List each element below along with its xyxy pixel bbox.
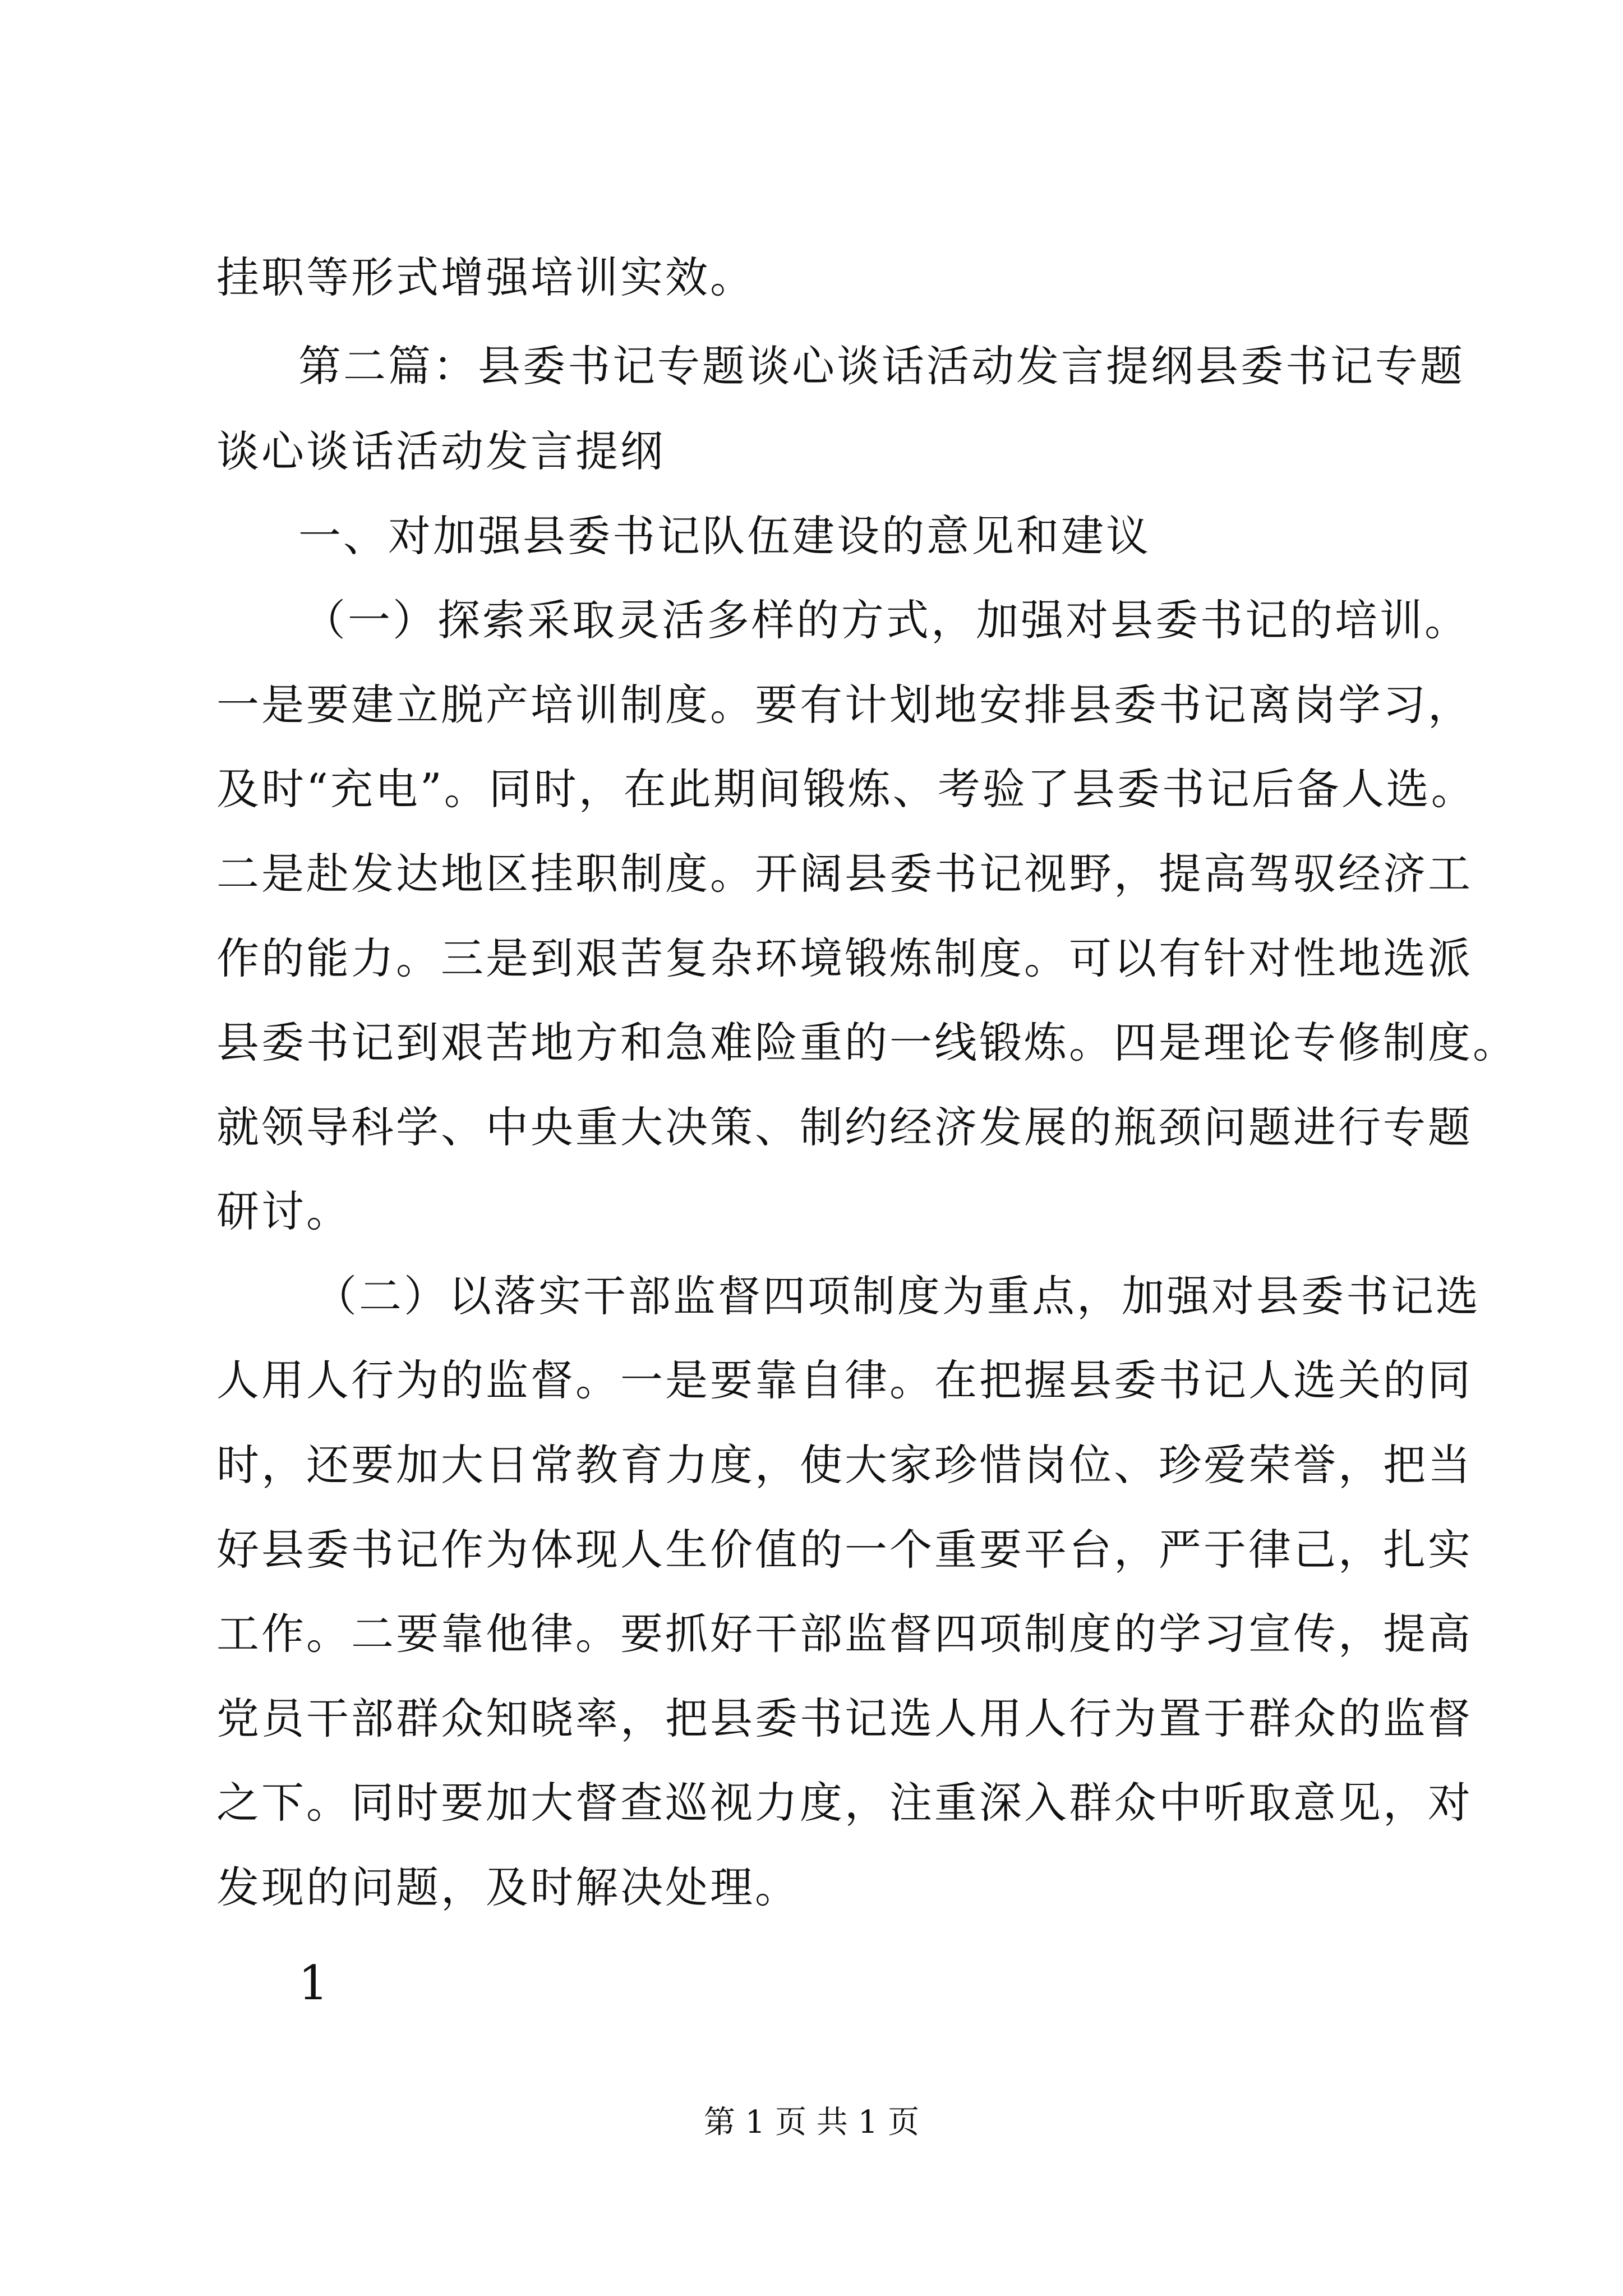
paragraph-2-line: 时，还要加大日常教育力度，使大家珍惜岗位、珍爱荣誉，把当 <box>216 1440 1473 1490</box>
section-heading: 第二篇：县委书记专题谈心谈话活动发言提纲县委书记专题 <box>298 341 1465 391</box>
paragraph-2-line: 发现的问题，及时解决处理。 <box>216 1862 800 1912</box>
paragraph-1-line: 就领导科学、中央重大决策、制约经济发展的瓶颈问题进行专题 <box>216 1102 1473 1152</box>
paragraph-2-line: 党员干部群众知晓率，把县委书记选人用人行为置于群众的监督 <box>216 1694 1473 1743</box>
paragraph-2-line: 工作。二要靠他律。要抓好干部监督四项制度的学习宣传，提高 <box>216 1609 1473 1659</box>
paragraph-1-line: （一）探索采取灵活多样的方式，加强对县委书记的培训。 <box>303 595 1469 645</box>
paragraph-1-line: 二是赴发达地区挂职制度。开阔县委书记视野，提高驾驭经济工 <box>216 849 1473 899</box>
paragraph-1-line: 县委书记到艰苦地方和急难险重的一线锻炼。四是理论专修制度。 <box>216 1018 1518 1068</box>
section-heading-continued: 谈心谈话活动发言提纲 <box>216 426 665 476</box>
paragraph-1-line: 研讨。 <box>216 1186 351 1236</box>
page-footer: 第 1 页 共 1 页 <box>703 2104 920 2141</box>
page-number: 1 <box>298 1955 329 2010</box>
body-line: 挂职等形式增强培训实效。 <box>216 252 755 302</box>
paragraph-1-line: 及时“充电”。同时，在此期间锻炼、考验了县委书记后备人选。 <box>216 764 1476 814</box>
paragraph-1-line: 作的能力。三是到艰苦复杂环境锻炼制度。可以有针对性地选派 <box>216 933 1473 983</box>
paragraph-2-line: 好县委书记作为体现人生价值的一个重要平台，严于律己，扎实 <box>216 1525 1473 1575</box>
paragraph-1-line: 一是要建立脱产培训制度。要有计划地安排县委书记离岗学习， <box>216 680 1473 730</box>
paragraph-2-line: （二）以落实干部监督四项制度为重点，加强对县委书记选 <box>314 1271 1481 1321</box>
subheading: 一、对加强县委书记队伍建设的意见和建议 <box>298 511 1151 561</box>
paragraph-2-line: 人用人行为的监督。一是要靠自律。在把握县委书记人选关的同 <box>216 1355 1473 1405</box>
paragraph-2-line: 之下。同时要加大督查巡视力度，注重深入群众中听取意见，对 <box>216 1778 1473 1828</box>
